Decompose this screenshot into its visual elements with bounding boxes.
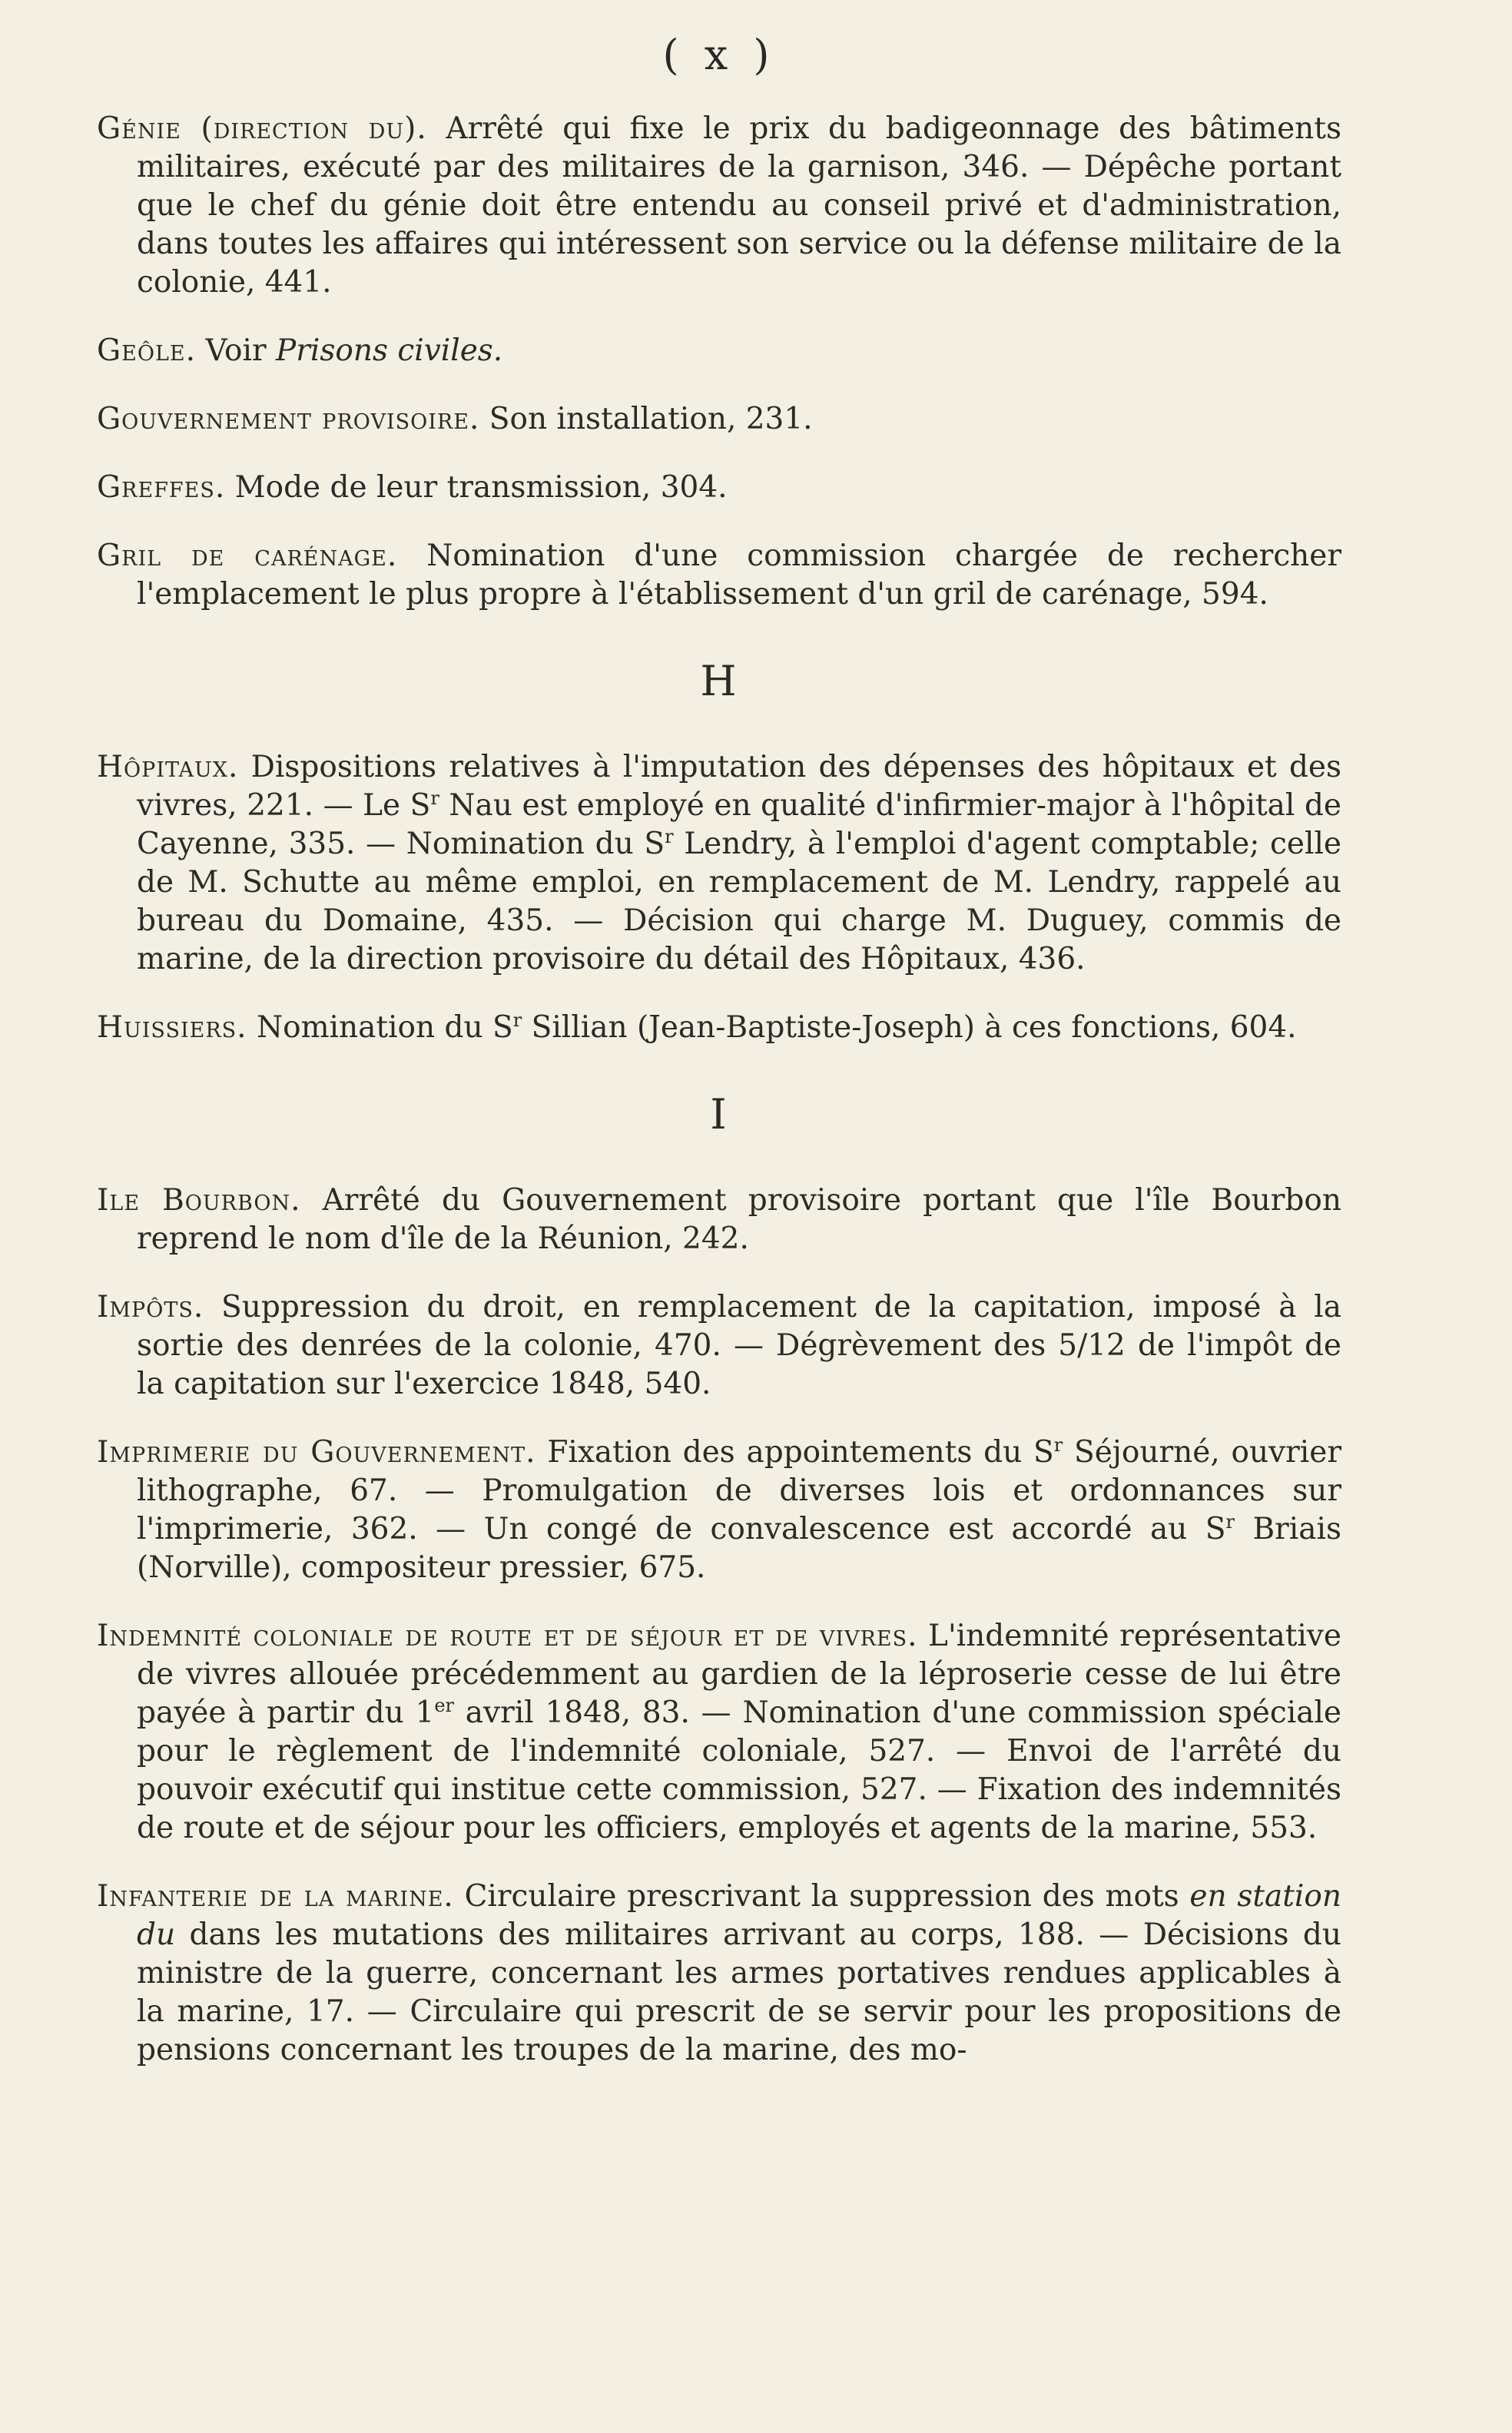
index-entry-hopitaux	[97, 748, 1341, 979]
entry-heading: Greffes.	[97, 470, 226, 505]
index-entry-geole	[97, 332, 1341, 370]
index-entry-ile-bourbon	[97, 1182, 1341, 1258]
entry-text: Mode de leur transmission, 304.	[225, 470, 728, 505]
entry-text: Circulaire prescrivant la suppression des mots	[453, 1879, 1190, 1914]
entry-text: Son installation, 231.	[479, 402, 813, 436]
entry-text: avril 1848, 83. — Nomination d'une commission spéciale pour le règlement de l'indemnité coloniale, 527. — Envoi de l'arrêté du pouvoir exécutif qui institue cette commission, 527. — Fixation des indemnités de route et de séjour pour les officiers, employés et agents de la marine, 553.	[137, 1695, 1341, 1845]
entry-text: Fixation des appointements du S	[536, 1435, 1054, 1470]
entry-cross-reference: Prisons civiles.	[276, 333, 503, 368]
superscript: r	[665, 826, 674, 847]
superscript: r	[512, 1009, 522, 1031]
superscript: r	[430, 787, 439, 809]
entry-heading: Hôpitaux.	[97, 750, 239, 784]
entry-heading: Impôts.	[97, 1290, 204, 1324]
superscript: r	[1225, 1511, 1235, 1533]
entry-text: L'indemnité représentative de vivres allouée précédemment au gardien de la léproserie cesse de lui être payée à partir du 1	[137, 1619, 1341, 1730]
entry-heading: Ile Bourbon.	[97, 1183, 301, 1218]
entry-text: Séjourné, ouvrier lithographe, 67. — Promulgation de diverses lois et ordonnances sur l'imprimerie, 362. — Un congé de convalescence est accordé au S	[137, 1435, 1341, 1546]
entry-heading: Indemnité coloniale de route et de séjour et de vivres.	[97, 1619, 918, 1653]
index-entry-huissiers	[97, 1009, 1341, 1047]
section-letter-i: I	[710, 1090, 728, 1139]
entry-text: Lendry, à l'emploi d'agent comptable; celle de M. Schutte au même emploi, en remplacement de M. Lendry, rappelé au bureau du Domaine, 435. — Décision qui charge M. Duguey, commis de marine, de la direction provisoire du détail des Hôpitaux, 436.	[137, 827, 1341, 976]
entry-text: Nomination du S	[247, 1010, 513, 1045]
entry-heading: Gril de carénage.	[97, 539, 398, 573]
index-entry-infanterie	[97, 1878, 1341, 2070]
index-entry-gouvernement-provisoire	[97, 400, 1341, 439]
entry-text: dans les mutations des militaires arrivant au corps, 188. — Décisions du ministre de la guerre, concernant les armes portatives rendues applicables à la marine, 17. — Circulaire qui prescrit de se servir pour les propositions de pensions concernant les troupes de la marine, des mo-	[137, 1918, 1341, 2067]
entry-heading: Geôle.	[97, 333, 197, 368]
entry-heading: Génie (direction du).	[97, 111, 427, 146]
entry-italic-phrase: en station du	[137, 1879, 1342, 1952]
entry-heading: Imprimerie du Gouvernement.	[97, 1435, 536, 1470]
index-entry-greffes	[97, 469, 1341, 507]
index-page	[97, 31, 1341, 2091]
index-entry-indemnite	[97, 1617, 1341, 1848]
entry-text: Nau est employé en qualité d'infirmier-major à l'hôpital de Cayenne, 335. — Nomination du S	[137, 788, 1341, 861]
index-entry-genie	[97, 110, 1341, 302]
page-number-header: ( x )	[662, 31, 776, 79]
superscript: er	[434, 1695, 455, 1716]
entry-heading: Infanterie de la marine.	[97, 1879, 454, 1914]
entry-text: Arrêté du Gouvernement provisoire portant que l'île Bourbon reprend le nom d'île de la Réunion, 242.	[137, 1183, 1341, 1256]
index-entry-imprimerie	[97, 1434, 1341, 1587]
entry-text: Briais (Norville), compositeur pressier, 675.	[137, 1512, 1341, 1585]
superscript: r	[1053, 1434, 1063, 1456]
entry-text: Arrêté qui fixe le prix du badigeonnage des bâtiments militaires, exécuté par des militaires de la garnison, 346. — Dépêche portant que le chef du génie doit être entendu au conseil privé et d'administration, dans toutes les affaires qui intéressent son service ou la défense militaire de la colonie, 441.	[137, 111, 1341, 300]
entry-text: Nomination d'une commission chargée de rechercher l'emplacement le plus propre à l'établissement d'un gril de carénage, 594.	[137, 539, 1342, 612]
entry-heading: Gouvernement provisoire.	[97, 402, 480, 436]
entry-text: Dispositions relatives à l'imputation des dépenses des hôpitaux et des vivres, 221. — Le S	[137, 750, 1341, 823]
index-entry-impots	[97, 1288, 1341, 1404]
entry-text: Suppression du droit, en remplacement de la capitation, imposé à la sortie des denrées de la colonie, 470. — Dégrèvement des 5/12 de l'impôt de la capitation sur l'exercice 1848, 540.	[137, 1290, 1341, 1401]
entry-text: Sillian (Jean-Baptiste-Joseph) à ces fonctions, 604.	[522, 1010, 1297, 1045]
index-entry-gril-de-carenage	[97, 537, 1341, 614]
section-letter-h: H	[700, 657, 738, 705]
entry-text: Voir	[196, 333, 277, 368]
entry-heading: Huissiers.	[97, 1010, 247, 1045]
